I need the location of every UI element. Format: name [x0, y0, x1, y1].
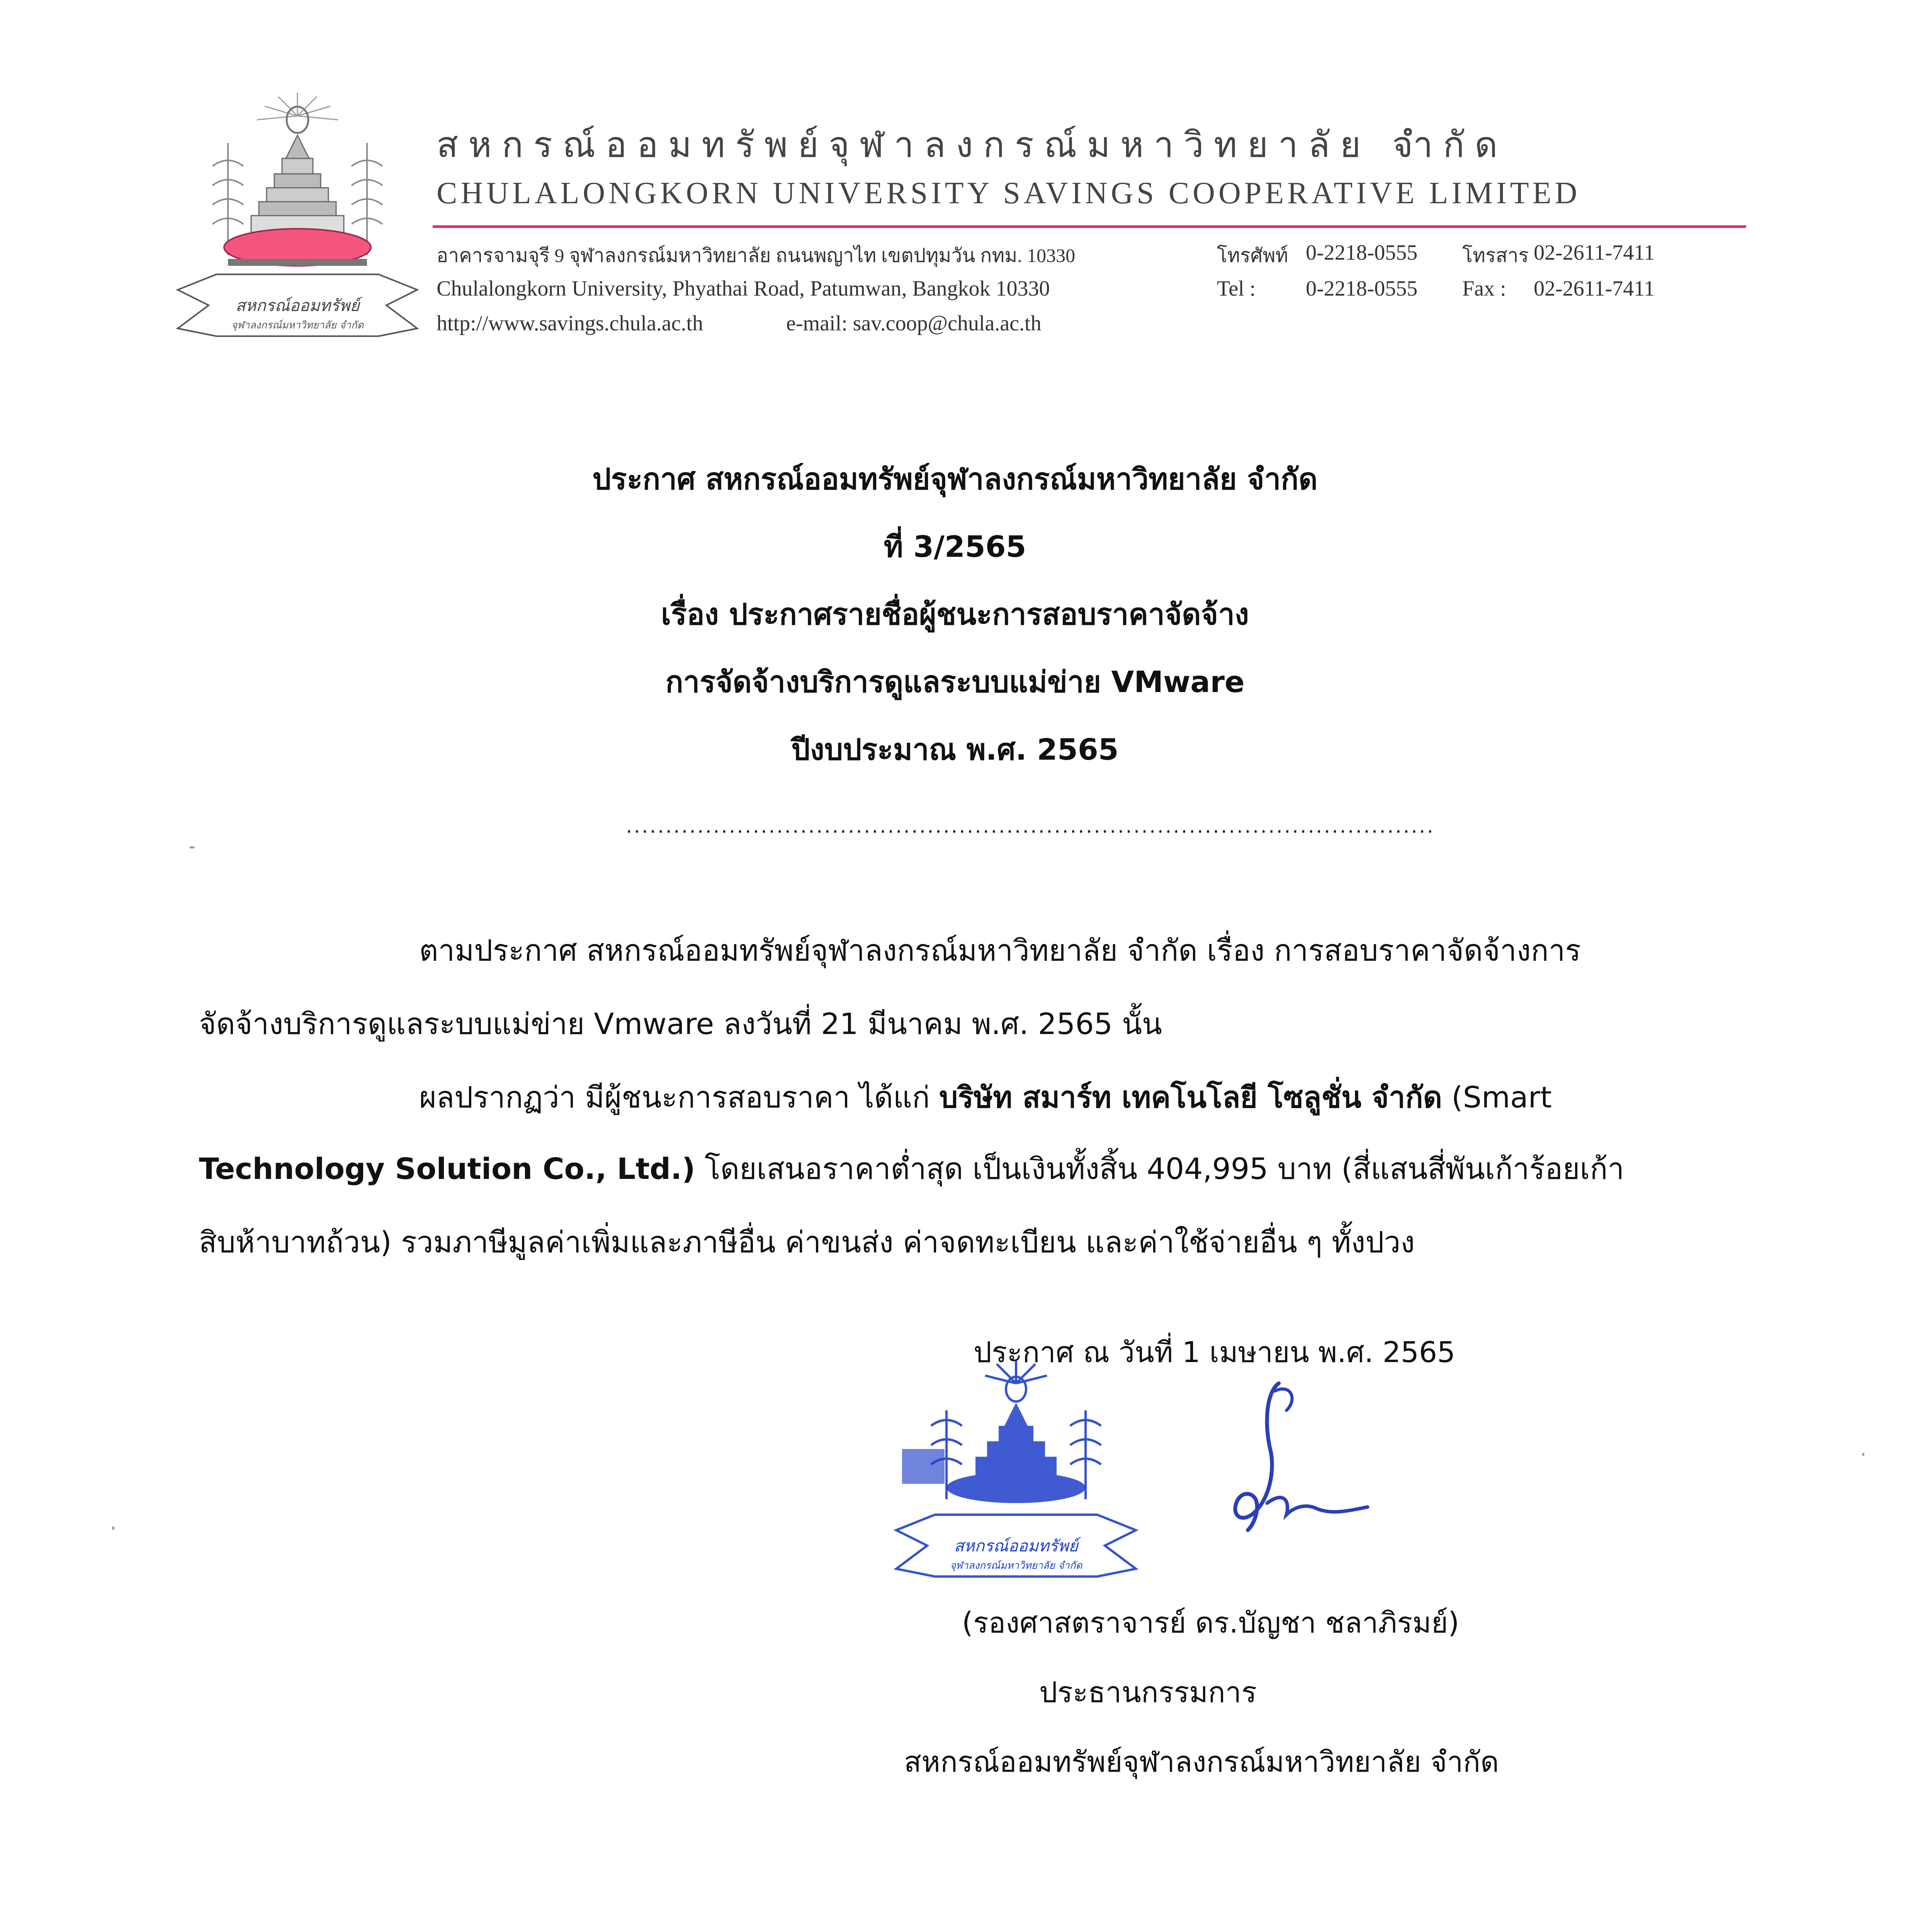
winner-name-thai: บริษัท สมาร์ท เทคโนโลยี โซลูชั่น จำกัด — [939, 1080, 1442, 1114]
signer-name: (รองศาสตราจารย์ ดร.บัญชา ชลาภิรมย์) — [962, 1606, 1460, 1639]
fax-number-thai: 02-2611-7411 — [1534, 241, 1655, 265]
svg-text:สหกรณ์ออมทรัพย์: สหกรณ์ออมทรัพย์ — [954, 1536, 1078, 1555]
paragraph-1-line-2: จัดจ้างบริการดูแลระบบแม่ข่าย Vmware ลงวันที่ 21 มีนาคม พ.ศ. 2565 นั้น — [199, 1007, 1162, 1041]
org-name-thai: สหกรณ์ออมทรัพย์จุฬาลงกรณ์มหาวิทยาลัย จำกัด — [437, 124, 1508, 165]
fax-label-english: Fax : — [1462, 277, 1506, 301]
official-seal-stamp — [889, 1360, 1144, 1600]
fax-number-english: 02-2611-7411 — [1534, 277, 1655, 301]
svg-text:จุฬาลงกรณ์มหาวิทยาลัย จำกัด: จุฬาลงกรณ์มหาวิทยาลัย จำกัด — [950, 1560, 1082, 1571]
phone-label-thai: โทรศัพท์ — [1217, 245, 1288, 266]
address-english: Chulalongkorn University, Phyathai Road, Patumwan, Bangkok 10330 — [437, 277, 1050, 301]
phone-label-english: Tel : — [1217, 277, 1256, 301]
scan-speck — [112, 1526, 114, 1530]
scan-speck — [189, 846, 195, 849]
signer-title: ประธานกรรมการ — [1039, 1676, 1257, 1709]
handwritten-signature — [1209, 1376, 1371, 1553]
address-thai: อาคารจามจุรี 9 จุฬาลงกรณ์มหาวิทยาลัย ถนนพญาไท เขตปทุมวัน กทม. 10330 — [437, 245, 1076, 266]
bid-amount-text: โดยเสนอราคาต่ำสุด เป็นเงินทั้งสิ้น 404,995 บาท (สี่แสนสี่พันเก้าร้อยเก้า — [695, 1151, 1625, 1186]
winner-name-english-end: Technology Solution Co., Ltd.) — [199, 1151, 695, 1186]
paragraph-2-line-2 — [199, 1146, 1624, 1192]
paragraph-2-line-3: สิบห้าบาทถ้วน) รวมภาษีมูลค่าเพิ่มและภาษีอื่น ค่าขนส่ง ค่าจดทะเบียน และค่าใช้จ่ายอื่น ๆ ทั้งปวง — [199, 1225, 1415, 1259]
paragraph-1-line-1: ตามประกาศ สหกรณ์ออมทรัพย์จุฬาลงกรณ์มหาวิทยาลัย จำกัด เรื่อง การสอบราคาจัดจ้างการ — [419, 933, 1581, 968]
signer-organization: สหกรณ์ออมทรัพย์จุฬาลงกรณ์มหาวิทยาลัย จำกัด — [904, 1745, 1499, 1779]
announcement-fiscal-year: ปีงบประมาณ พ.ศ. 2565 — [791, 732, 1119, 767]
phone-number-english: 0-2218-0555 — [1306, 277, 1418, 301]
email-address[interactable]: e-mail: sav.coop@chula.ac.th — [786, 311, 1042, 335]
announcement-project: การจัดจ้างบริการดูแลระบบแม่ข่าย VMware — [665, 665, 1245, 699]
fax-label-thai: โทรสาร — [1462, 245, 1529, 266]
cooperative-logo — [170, 89, 425, 367]
announcement-number: ที่ 3/2565 — [884, 529, 1026, 564]
letterhead-divider — [433, 225, 1746, 228]
announcement-title: ประกาศ สหกรณ์ออมทรัพย์จุฬาลงกรณ์มหาวิทยาลัย จำกัด — [592, 462, 1318, 496]
phone-number-thai: 0-2218-0555 — [1306, 241, 1418, 265]
scan-speck — [1862, 1453, 1864, 1456]
announcement-date: ประกาศ ณ วันที่ 1 เมษายน พ.ศ. 2565 — [974, 1336, 1456, 1369]
paragraph-2-line-1 — [419, 1074, 1552, 1121]
svg-text:สหกรณ์ออมทรัพย์: สหกรณ์ออมทรัพย์ — [235, 296, 360, 315]
svg-text:จุฬาลงกรณ์มหาวิทยาลัย จำกัด: จุฬาลงกรณ์มหาวิทยาลัย จำกัด — [231, 320, 364, 331]
winner-name-english-start: (Smart — [1442, 1080, 1552, 1114]
result-intro: ผลปรากฏว่า มีผู้ชนะการสอบราคา ได้แก่ — [419, 1080, 940, 1114]
website-link[interactable]: http://www.savings.chula.ac.th — [437, 311, 704, 335]
org-name-english: CHULALONGKORN UNIVERSITY SAVINGS COOPERATIVE LIMITED — [437, 176, 1581, 210]
heading-separator: ...................................................................................................... — [626, 815, 1435, 838]
announcement-subject: เรื่อง ประกาศรายชื่อผู้ชนะการสอบราคาจัดจ้าง — [661, 597, 1249, 631]
